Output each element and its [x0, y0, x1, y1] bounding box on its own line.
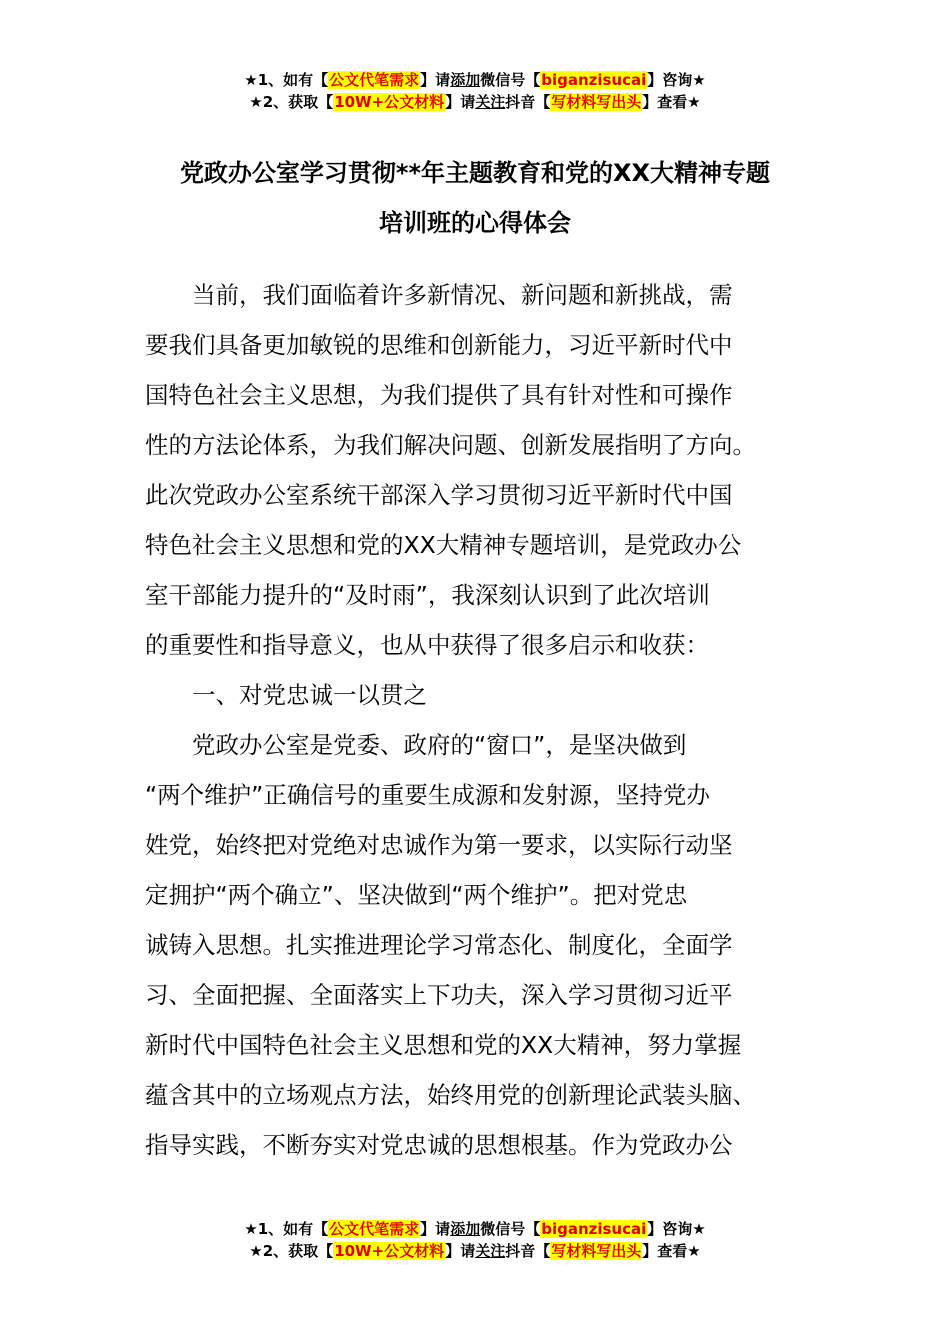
promo-text: 】请 — [420, 1220, 451, 1238]
document-body — [145, 270, 810, 1170]
section-heading: 一、对党忠诚一以贯之 — [145, 681, 427, 709]
body-line: 习、全面把握、全面落实上下功夫，深入学习贯彻习近平 — [145, 981, 733, 1009]
body-line: 的重要性和指导意义，也从中获得了很多启示和收获： — [145, 631, 709, 659]
promo-text: 】查看★ — [642, 1242, 701, 1260]
promo-text: 微信号【 — [480, 71, 541, 89]
footer-promo-line-2 — [0, 1240, 950, 1262]
promo-text: 】请 — [445, 1242, 476, 1260]
promo-text: 】请 — [445, 93, 476, 111]
body-line: 指导实践，不断夯实对党忠诚的思想根基。作为党政办公 — [145, 1131, 733, 1159]
footer-promo — [0, 1218, 950, 1262]
promo-wechat-id: biganzisucai — [541, 1220, 647, 1238]
header-promo-line-1 — [0, 69, 950, 91]
promo-text: ★2、获取【 — [249, 1242, 334, 1260]
title-line-1: 党政办公室学习贯彻**年主题教育和党的XX大精神专题 — [179, 159, 771, 187]
promo-text: ★1、如有【 — [244, 1220, 329, 1238]
body-line: 国特色社会主义思想，为我们提供了具有针对性和可操作 — [145, 381, 733, 409]
promo-emphasis: 关注 — [475, 1242, 506, 1260]
promo-douyin-id: 写材料写出头 — [551, 1242, 642, 1260]
promo-text: 】咨询★ — [647, 71, 706, 89]
footer-promo-line-1 — [0, 1218, 950, 1240]
body-line: 党政办公室是党委、政府的“窗口”，是坚决做到 — [145, 731, 687, 759]
body-line: 新时代中国特色社会主义思想和党的XX大精神，努力掌握 — [145, 1031, 742, 1059]
promo-text: 】查看★ — [642, 93, 701, 111]
promo-text: 】请 — [420, 71, 451, 89]
promo-highlight: 公文代笔需求 — [329, 1220, 420, 1238]
promo-text: 微信号【 — [480, 1220, 541, 1238]
promo-highlight: 10W+公文材料 — [334, 1242, 445, 1260]
body-line: 性的方法论体系，为我们解决问题、创新发展指明了方向。 — [145, 431, 756, 459]
promo-text: ★1、如有【 — [244, 71, 329, 89]
body-line: 姓党，始终把对党绝对忠诚作为第一要求，以实际行动坚 — [145, 831, 733, 859]
body-line: 蕴含其中的立场观点方法，始终用党的创新理论武装头脑、 — [145, 1081, 756, 1109]
body-line: 当前，我们面临着许多新情况、新问题和新挑战，需 — [145, 281, 733, 309]
document-title — [60, 148, 890, 248]
body-line: 要我们具备更加敏锐的思维和创新能力，习近平新时代中 — [145, 331, 733, 359]
promo-text: 】咨询★ — [647, 1220, 706, 1238]
body-line: 此次党政办公室系统干部深入学习贯彻习近平新时代中国 — [145, 481, 733, 509]
header-promo — [0, 69, 950, 113]
body-line: 室干部能力提升的“及时雨”，我深刻认识到了此次培训 — [145, 581, 710, 609]
header-promo-line-2 — [0, 91, 950, 113]
promo-douyin-id: 写材料写出头 — [551, 93, 642, 111]
promo-emphasis: 添加 — [450, 1220, 481, 1238]
promo-highlight: 10W+公文材料 — [334, 93, 445, 111]
body-line: 定拥护“两个确立”、坚决做到“两个维护”。把对党忠 — [145, 881, 688, 909]
promo-text: 抖音【 — [505, 93, 551, 111]
promo-highlight: 公文代笔需求 — [329, 71, 420, 89]
body-line: 诚铸入思想。扎实推进理论学习常态化、制度化，全面学 — [145, 931, 733, 959]
promo-text: 抖音【 — [505, 1242, 551, 1260]
body-line: “两个维护”正确信号的重要生成源和发射源，坚持党办 — [145, 781, 710, 809]
promo-emphasis: 添加 — [450, 71, 481, 89]
promo-wechat-id: biganzisucai — [541, 71, 647, 89]
promo-emphasis: 关注 — [475, 93, 506, 111]
promo-text: ★2、获取【 — [249, 93, 334, 111]
title-line-2: 培训班的心得体会 — [379, 209, 571, 237]
body-line: 特色社会主义思想和党的XX大精神专题培训，是党政办公 — [145, 531, 742, 559]
